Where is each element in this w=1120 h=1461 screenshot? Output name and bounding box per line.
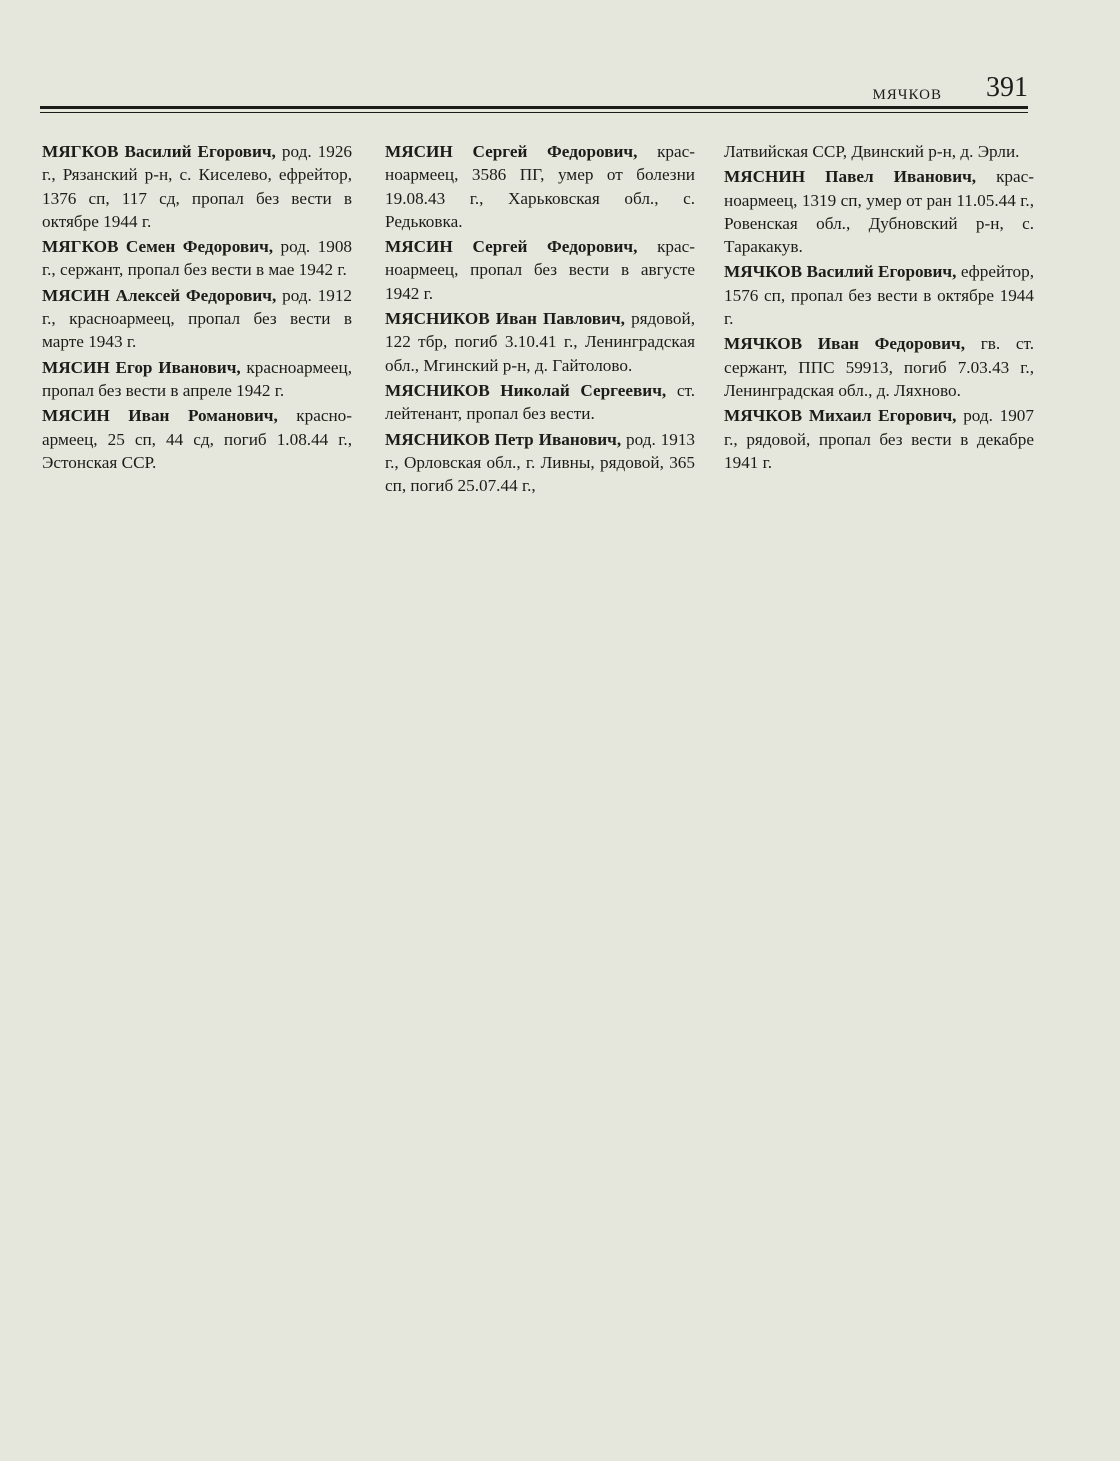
entry <box>42 404 352 474</box>
entry <box>42 140 352 233</box>
entry <box>42 284 352 354</box>
page-number: 391 <box>986 72 1028 103</box>
entry <box>385 307 695 377</box>
text-column-1 <box>42 140 352 476</box>
entry-text: ефрейтор, 1576 сп, пропал без вести в октябре 1944 г. <box>724 262 1034 329</box>
entry-text: красноармеец, пропал без вести в апреле 1942 г. <box>42 357 352 400</box>
entry-text: род. 1908 г., сержант, пропал без вести в мае 1942 г. <box>42 237 353 280</box>
entry-continuation <box>724 140 1034 163</box>
entry-name: МЯСНИКОВ Иван Павлович, <box>385 309 625 329</box>
running-header <box>40 70 1028 110</box>
entry <box>42 235 352 282</box>
entry-text: ст. лейтенант, пропал без вести. <box>385 380 695 424</box>
entry-name: МЯГКОВ Семен Федорович, <box>42 237 274 257</box>
header-rule-thin <box>40 112 1028 113</box>
entry-name: МЯСИН Егор Иванович, <box>42 357 241 377</box>
entry-name: МЯЧКОВ Василий Егорович, <box>724 262 957 282</box>
entry-text: красноармеец, пропал без вести в августе 1942 г. <box>385 237 695 303</box>
entry <box>724 404 1034 474</box>
entry <box>42 356 352 403</box>
entry-text: Латвийская ССР, Двинский р-н, д. Эрли. <box>724 142 1020 161</box>
entry <box>385 428 695 498</box>
entry-name: МЯСНИН Павел Иванович, <box>724 167 977 187</box>
entry-text: красноармеец, 25 сп, 44 сд, погиб 1.08.44 г., Эстонская ССР. <box>42 406 353 472</box>
text-column-2 <box>385 140 695 499</box>
running-head-word: мячков <box>872 80 942 104</box>
entry-name: МЯСИН Алексей Федорович, <box>42 285 277 305</box>
entry <box>385 235 695 305</box>
entry <box>385 379 695 426</box>
text-column-3 <box>724 140 1034 476</box>
entry-name: МЯЧКОВ Иван Федорович, <box>724 334 965 354</box>
entry <box>724 260 1034 330</box>
entry-name: МЯСИН Сергей Федорович, <box>385 142 638 161</box>
entry-text: род. 1907 г., рядовой, пропал без вести в декабре 1941 г. <box>724 406 1034 472</box>
entry-name: МЯСНИКОВ Петр Иванович, <box>385 429 622 449</box>
entry <box>724 332 1034 402</box>
entry-text: род. 1912 г., красноармеец, пропал без вести в марте 1943 г. <box>42 285 353 352</box>
entry-text: красноармеец, 1319 сп, умер от ран 11.05.44 г., Ровенская обл., Дубновский р-н, с. Таракакув. <box>724 167 1034 257</box>
entry-name: МЯСИН Сергей Федорович, <box>385 237 638 257</box>
entry-text: рядовой, 122 тбр, погиб 3.10.41 г., Ленинградская обл., Мгинский р-н, д. Гайтолово. <box>385 309 695 375</box>
entry-text: гв. ст. сержант, ППС 59913, погиб 7.03.43 г., Ленинградская обл., д. Ляхново. <box>724 334 1034 400</box>
entry-text: род. 1913 г., Орловская обл., г. Ливны, рядовой, 365 сп, погиб 25.07.44 г., <box>385 429 696 496</box>
entry-text: род. 1926 г., Рязанский р-н, с. Киселево, ефрейтор, 1376 сп, 117 сд, пропал без вести в октябре 1944 г. <box>42 142 353 231</box>
entry <box>724 165 1034 258</box>
entry-name: МЯСИН Иван Романович, <box>42 406 278 426</box>
entry-name: МЯГКОВ Василий Егорович, <box>42 142 276 161</box>
entry-name: МЯСНИКОВ Николай Сергеевич, <box>385 380 667 400</box>
entry-text: красноармеец, 3586 ПГ, умер от болезни 19.08.43 г., Харьковская обл., с. Редьковка. <box>385 142 695 231</box>
entry <box>385 140 695 233</box>
entry-name: МЯЧКОВ Михаил Егорович, <box>724 406 957 426</box>
header-rule-thick <box>40 106 1028 109</box>
